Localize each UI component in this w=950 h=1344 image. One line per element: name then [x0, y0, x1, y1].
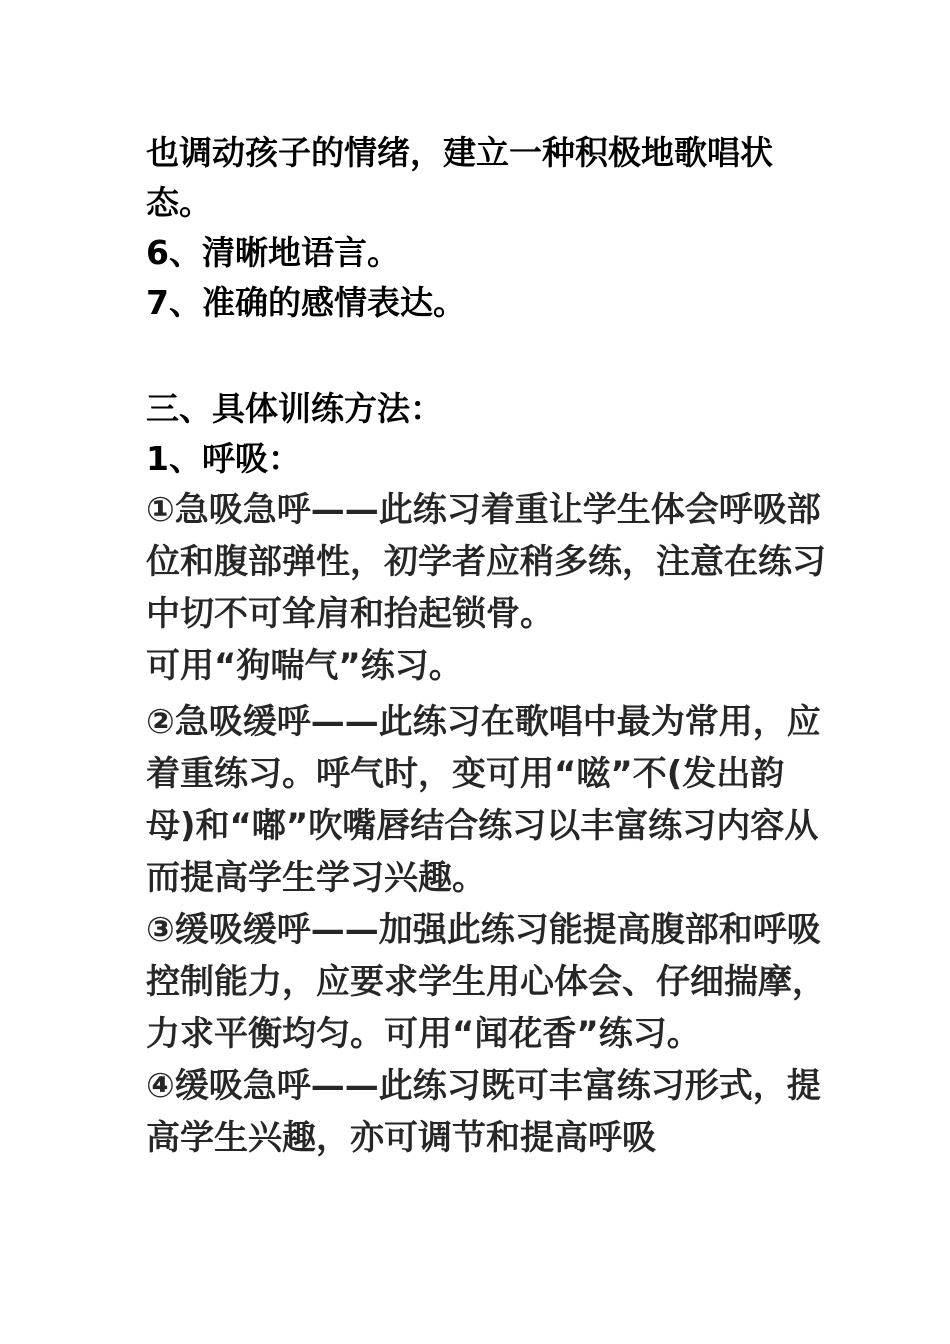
- exercise-item-3: ③缓吸缓呼——加强此练习能提高腹部和呼吸控制能力，应要求学生用心体会、仔细揣摩，力求平衡均匀。可用“闻花香”练习。: [146, 910, 826, 1054]
- exercise-item-1-note: 可用“狗喘气”练习。: [146, 646, 463, 686]
- paragraph-emotion: 也调动孩子的情绪，建立一种积极地歌唱状态。: [146, 133, 773, 222]
- section-spacer: [146, 328, 826, 384]
- subheading-breathing: 1、呼吸：: [146, 439, 301, 478]
- list-item-7: 7、准确的感情表达。: [146, 283, 466, 322]
- exercise-item-2: ②急吸缓呼——此练习在歌唱中最为常用，应着重练习。呼气时，变可用“嗞”不(发出韵母)和“嘟”吹嘴唇结合练习以丰富练习内容从而提高学生学习兴趣。: [146, 702, 821, 898]
- section-heading: 三、具体训练方法：: [146, 389, 443, 428]
- exercise-item-1: ①急吸急呼——此练习着重让学生体会呼吸部位和腹部弹性，初学者应稍多练，注意在练习中切不可耸肩和抬起锁骨。: [146, 490, 826, 634]
- list-item-6: 6、清晰地语言。: [146, 233, 400, 272]
- exercise-item-4: ④缓吸急呼——此练习既可丰富练习形式，提高学生兴趣，亦可调节和提高呼吸: [146, 1066, 821, 1158]
- document-page: [146, 128, 826, 1164]
